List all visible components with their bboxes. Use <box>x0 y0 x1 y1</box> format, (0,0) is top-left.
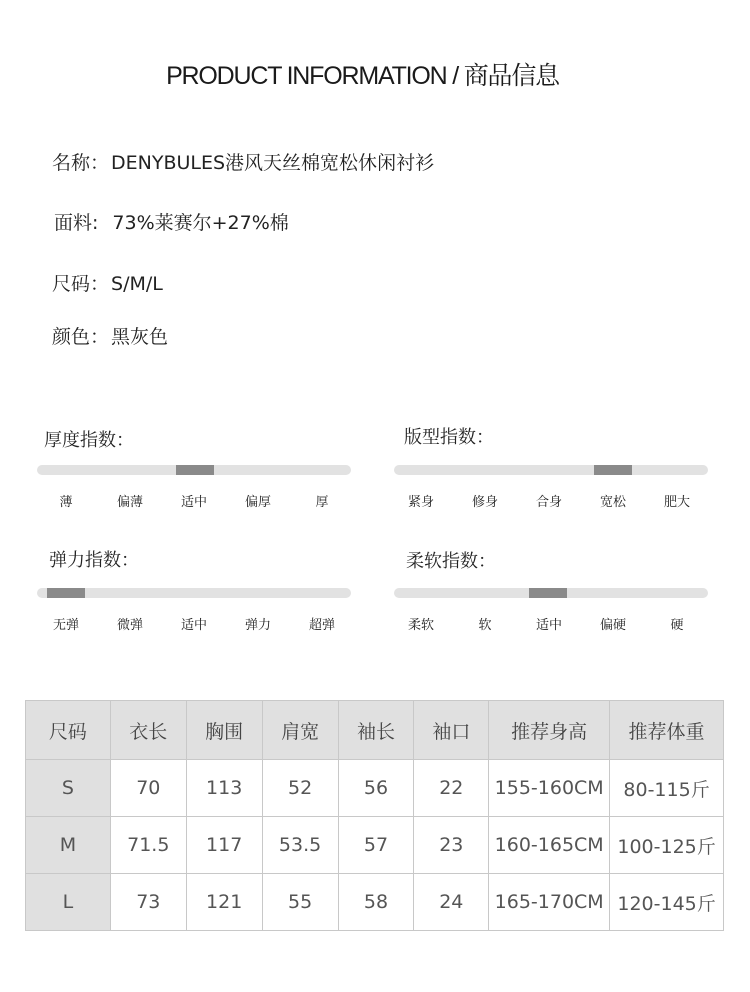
size-table <box>25 700 724 931</box>
softness-tick: 适中 <box>535 618 562 633</box>
elasticity-tick: 适中 <box>180 618 207 633</box>
elasticity-tick: 微弹 <box>116 618 143 633</box>
info-row-color <box>52 322 168 349</box>
thickness-tick: 偏厚 <box>244 495 271 510</box>
softness-index-marker <box>529 588 567 598</box>
thickness-tick: 适中 <box>180 495 207 510</box>
table-cell-size: L <box>26 874 111 931</box>
table-cell: 57 <box>338 817 414 874</box>
fit-tick: 宽松 <box>599 495 626 510</box>
table-cell: 80-115斤 <box>610 760 724 817</box>
fit-index-title: 版型指数： <box>404 427 494 448</box>
softness-tick: 柔软 <box>407 618 434 633</box>
thickness-tick: 偏薄 <box>116 495 143 510</box>
info-label: 颜色： <box>52 326 110 348</box>
thickness-index-title: 厚度指数： <box>44 430 134 451</box>
fit-index-track <box>394 465 708 475</box>
softness-index-track <box>394 588 708 598</box>
table-cell: 73 <box>110 874 186 931</box>
info-value: 黑灰色 <box>111 326 169 348</box>
fit-tick: 肥大 <box>663 495 690 510</box>
fit-index-marker <box>594 465 632 475</box>
table-cell-size: S <box>26 760 111 817</box>
table-cell: 117 <box>186 817 262 874</box>
table-cell: 53.5 <box>262 817 338 874</box>
table-cell: 121 <box>186 874 262 931</box>
table-cell: 56 <box>338 760 414 817</box>
table-cell-size: M <box>26 817 111 874</box>
table-header-cell: 肩宽 <box>262 701 338 760</box>
table-row <box>26 817 724 874</box>
table-header-cell: 袖口 <box>414 701 489 760</box>
table-cell: 55 <box>262 874 338 931</box>
info-value: DENYBULES港风天丝棉宽松休闲衬衫 <box>111 152 435 174</box>
table-header-cell: 推荐身高 <box>489 701 610 760</box>
elasticity-tick: 弹力 <box>244 618 271 633</box>
table-cell: 155-160CM <box>489 760 610 817</box>
table-cell: 52 <box>262 760 338 817</box>
table-cell: 71.5 <box>110 817 186 874</box>
elasticity-index-marker <box>47 588 85 598</box>
elasticity-index-track <box>37 588 351 598</box>
info-label: 面料: <box>54 212 99 234</box>
elasticity-tick: 无弹 <box>52 618 79 633</box>
table-header-cell: 推荐体重 <box>610 701 724 760</box>
thickness-tick: 薄 <box>59 495 73 510</box>
info-row-size <box>52 269 163 296</box>
table-cell: 58 <box>338 874 414 931</box>
table-cell: 24 <box>414 874 489 931</box>
table-header-cell: 袖长 <box>338 701 414 760</box>
table-header-cell: 胸围 <box>186 701 262 760</box>
softness-tick: 硬 <box>670 618 684 633</box>
info-row-name <box>52 148 434 175</box>
elasticity-tick: 超弹 <box>308 618 335 633</box>
elasticity-index-title: 弹力指数： <box>49 550 139 571</box>
info-value: S/M/L <box>111 273 163 295</box>
thickness-index-marker <box>176 465 214 475</box>
fit-tick: 紧身 <box>407 495 434 510</box>
table-cell: 120-145斤 <box>610 874 724 931</box>
table-header-row <box>26 701 724 760</box>
table-cell: 113 <box>186 760 262 817</box>
softness-index-title: 柔软指数： <box>406 551 496 572</box>
table-header-cell: 尺码 <box>26 701 111 760</box>
table-cell: 70 <box>110 760 186 817</box>
table-cell: 165-170CM <box>489 874 610 931</box>
table-cell: 22 <box>414 760 489 817</box>
info-value: 73%莱赛尔+27%棉 <box>112 212 289 234</box>
fit-tick: 合身 <box>535 495 562 510</box>
info-row-fabric <box>54 208 289 235</box>
table-row <box>26 760 724 817</box>
softness-tick: 偏硬 <box>599 618 626 633</box>
page-title: PRODUCT INFORMATION / 商品信息 <box>166 62 559 90</box>
table-cell: 160-165CM <box>489 817 610 874</box>
thickness-tick: 厚 <box>315 495 329 510</box>
info-label: 名称： <box>52 152 110 174</box>
fit-tick: 修身 <box>471 495 498 510</box>
table-header-cell: 衣长 <box>110 701 186 760</box>
info-label: 尺码： <box>52 273 110 295</box>
thickness-index-track <box>37 465 351 475</box>
table-cell: 23 <box>414 817 489 874</box>
softness-tick: 软 <box>478 618 492 633</box>
table-row <box>26 874 724 931</box>
table-cell: 100-125斤 <box>610 817 724 874</box>
